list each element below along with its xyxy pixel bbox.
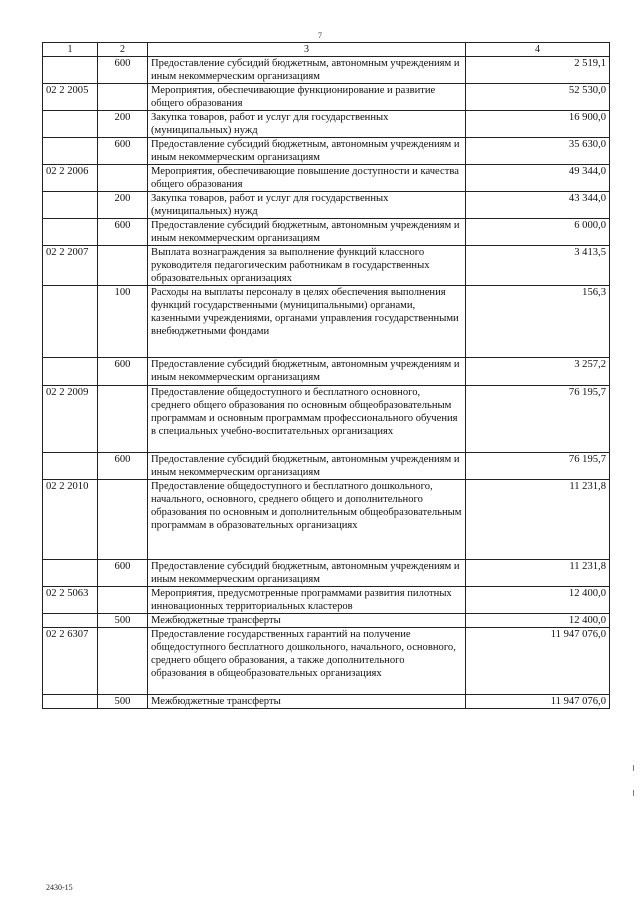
table-row	[43, 587, 610, 614]
program-code-cell: 02 2 2010	[43, 480, 98, 560]
expense-type-cell	[98, 165, 148, 192]
program-code-cell: 02 2 2009	[43, 386, 98, 453]
program-code-cell: 02 2 6307	[43, 628, 98, 695]
program-code-cell	[43, 614, 98, 628]
amount-cell: 76 195,7	[466, 386, 610, 453]
expense-type-cell	[98, 628, 148, 695]
expense-type-cell: 600	[98, 453, 148, 480]
amount-cell: 11 947 076,0	[466, 695, 610, 709]
column-header: 1	[43, 43, 98, 57]
expense-type-cell: 200	[98, 192, 148, 219]
expense-type-cell: 600	[98, 138, 148, 165]
description-cell: Расходы на выплаты персоналу в целях обеспечения выполнения функций государственными (муниципальными) органами, казенными учреждениями, органами управления государственными внебюджетными фондами	[148, 286, 466, 358]
scan-artifact	[633, 765, 634, 771]
program-code-cell: 02 2 5063	[43, 587, 98, 614]
program-code-cell	[43, 695, 98, 709]
program-code-cell	[43, 138, 98, 165]
amount-cell: 156,3	[466, 286, 610, 358]
amount-cell: 3 413,5	[466, 246, 610, 286]
amount-cell: 2 519,1	[466, 57, 610, 84]
table-row	[43, 695, 610, 709]
expense-type-cell: 500	[98, 614, 148, 628]
table-row	[43, 57, 610, 84]
description-cell: Предоставление общедоступного и бесплатного дошкольного, начального, основного, среднего общего и дополнительного образования по основным и дополнительным общеобразовательным программам в образовательных организациях	[148, 480, 466, 560]
table-row	[43, 560, 610, 587]
expense-type-cell: 600	[98, 57, 148, 84]
program-code-cell	[43, 219, 98, 246]
description-cell: Предоставление общедоступного и бесплатного основного, среднего общего образования по основным общеобразовательным программам и основным программам профессионального обучения в специальных учебно-воспитательных организациях	[148, 386, 466, 453]
description-cell: Предоставление субсидий бюджетным, автономным учреждениям и иным некоммерческим организациям	[148, 453, 466, 480]
description-cell: Мероприятия, предусмотренные программами развития пилотных инновационных территориальных кластеров	[148, 587, 466, 614]
table-row	[43, 165, 610, 192]
table-header-row	[43, 43, 610, 57]
table-row	[43, 614, 610, 628]
column-header: 4	[466, 43, 610, 57]
amount-cell: 43 344,0	[466, 192, 610, 219]
program-code-cell	[43, 560, 98, 587]
table-row	[43, 246, 610, 286]
expense-type-cell	[98, 386, 148, 453]
expense-type-cell	[98, 246, 148, 286]
description-cell: Межбюджетные трансферты	[148, 614, 466, 628]
page-number: 7	[318, 31, 322, 40]
amount-cell: 12 400,0	[466, 587, 610, 614]
document-code: 2430-15	[46, 883, 73, 892]
table-row	[43, 286, 610, 358]
amount-cell: 3 257,2	[466, 358, 610, 386]
description-cell: Мероприятия, обеспечивающие повышение доступности и качества общего образования	[148, 165, 466, 192]
table-row	[43, 219, 610, 246]
budget-table	[42, 42, 610, 709]
expense-type-cell: 600	[98, 358, 148, 386]
column-header: 3	[148, 43, 466, 57]
description-cell: Мероприятия, обеспечивающие функционирование и развитие общего образования	[148, 84, 466, 111]
program-code-cell	[43, 57, 98, 84]
expense-type-cell	[98, 480, 148, 560]
expense-type-cell	[98, 587, 148, 614]
table-row	[43, 111, 610, 138]
column-header: 2	[98, 43, 148, 57]
description-cell: Закупка товаров, работ и услуг для государственных (муниципальных) нужд	[148, 192, 466, 219]
expense-type-cell: 500	[98, 695, 148, 709]
description-cell: Закупка товаров, работ и услуг для государственных (муниципальных) нужд	[148, 111, 466, 138]
program-code-cell	[43, 192, 98, 219]
amount-cell: 6 000,0	[466, 219, 610, 246]
program-code-cell	[43, 111, 98, 138]
amount-cell: 35 630,0	[466, 138, 610, 165]
program-code-cell: 02 2 2006	[43, 165, 98, 192]
program-code-cell	[43, 286, 98, 358]
amount-cell: 11 231,8	[466, 480, 610, 560]
expense-type-cell: 600	[98, 560, 148, 587]
description-cell: Предоставление субсидий бюджетным, автономным учреждениям и иным некоммерческим организациям	[148, 358, 466, 386]
amount-cell: 16 900,0	[466, 111, 610, 138]
table-row	[43, 84, 610, 111]
table-row	[43, 453, 610, 480]
expense-type-cell: 600	[98, 219, 148, 246]
table-row	[43, 628, 610, 695]
amount-cell: 49 344,0	[466, 165, 610, 192]
amount-cell: 76 195,7	[466, 453, 610, 480]
expense-type-cell: 200	[98, 111, 148, 138]
description-cell: Предоставление субсидий бюджетным, автономным учреждениям и иным некоммерческим организациям	[148, 219, 466, 246]
program-code-cell: 02 2 2005	[43, 84, 98, 111]
description-cell: Межбюджетные трансферты	[148, 695, 466, 709]
program-code-cell	[43, 358, 98, 386]
table-row	[43, 358, 610, 386]
amount-cell: 11 947 076,0	[466, 628, 610, 695]
amount-cell: 52 530,0	[466, 84, 610, 111]
expense-type-cell: 100	[98, 286, 148, 358]
program-code-cell: 02 2 2007	[43, 246, 98, 286]
table-row	[43, 386, 610, 453]
amount-cell: 12 400,0	[466, 614, 610, 628]
description-cell: Предоставление субсидий бюджетным, автономным учреждениям и иным некоммерческим организациям	[148, 138, 466, 165]
table-row	[43, 480, 610, 560]
amount-cell: 11 231,8	[466, 560, 610, 587]
description-cell: Предоставление государственных гарантий на получение общедоступного бесплатного дошкольного, начального, основного, среднего общего образования, а также дополнительного образования в общеобразовательных организациях	[148, 628, 466, 695]
expense-type-cell	[98, 84, 148, 111]
description-cell: Предоставление субсидий бюджетным, автономным учреждениям и иным некоммерческим организациям	[148, 560, 466, 587]
description-cell: Выплата вознаграждения за выполнение функций классного руководителя педагогическим работникам в государственных образовательных организациях	[148, 246, 466, 286]
program-code-cell	[43, 453, 98, 480]
description-cell: Предоставление субсидий бюджетным, автономным учреждениям и иным некоммерческим организациям	[148, 57, 466, 84]
table-row	[43, 192, 610, 219]
table-row	[43, 138, 610, 165]
scan-artifact	[633, 790, 634, 796]
